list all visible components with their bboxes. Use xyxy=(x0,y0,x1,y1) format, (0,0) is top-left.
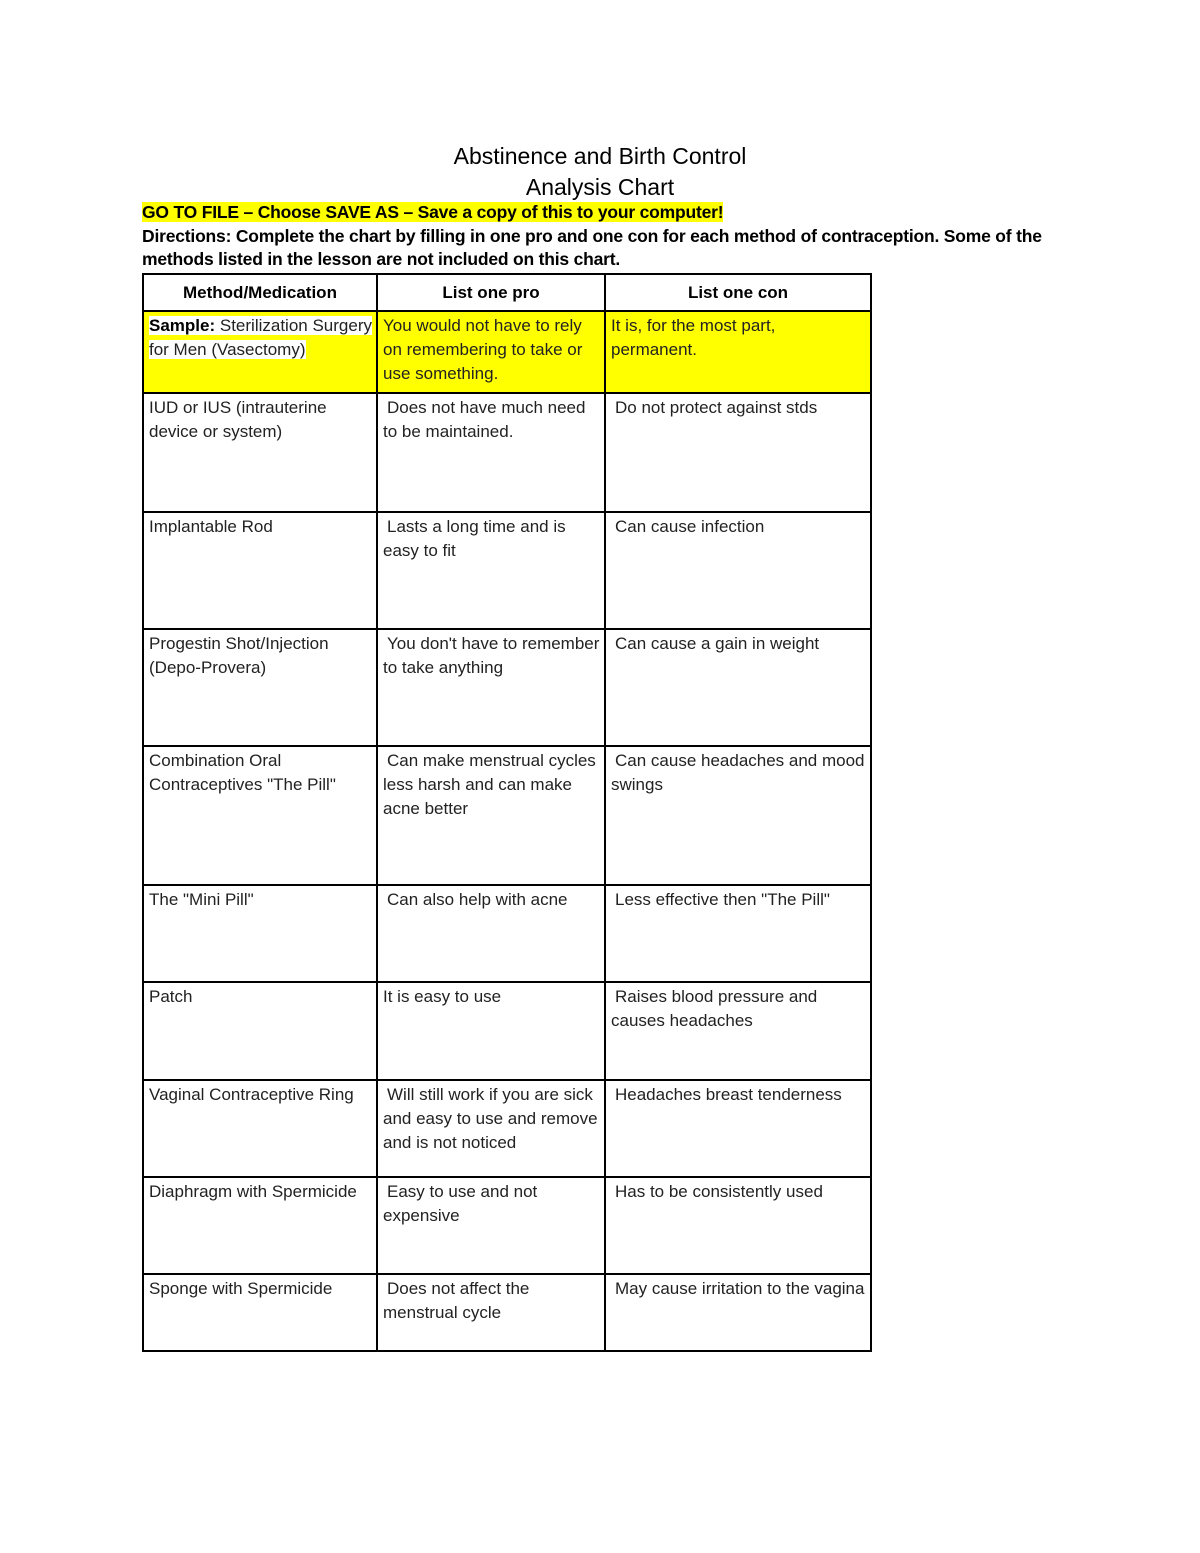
document-title: Abstinence and Birth Control xyxy=(453,143,747,169)
pro-cell[interactable]: Does not affect the menstrual cycle xyxy=(377,1274,605,1351)
pro-cell[interactable]: Can also help with acne xyxy=(377,885,605,982)
con-cell[interactable]: Raises blood pressure and causes headaches xyxy=(605,982,871,1080)
pro-cell[interactable]: Easy to use and not expensive xyxy=(377,1177,605,1274)
pro-cell[interactable]: Lasts a long time and is easy to fit xyxy=(377,512,605,629)
header-con: List one con xyxy=(605,274,871,311)
instructions-block xyxy=(142,201,1062,272)
sample-method-cell xyxy=(143,311,377,393)
sample-row xyxy=(143,311,871,393)
pro-cell[interactable]: Does not have much need to be maintained. xyxy=(377,393,605,512)
analysis-chart-table xyxy=(142,273,872,1352)
con-cell[interactable]: Has to be consistently used xyxy=(605,1177,871,1274)
method-cell[interactable]: Implantable Rod xyxy=(143,512,377,629)
document-subtitle: Analysis Chart xyxy=(525,174,675,200)
sample-label: Sample: xyxy=(149,316,216,335)
method-cell[interactable]: IUD or IUS (intrauterine device or system) xyxy=(143,393,377,512)
pro-cell[interactable]: It is easy to use xyxy=(377,982,605,1080)
con-cell[interactable]: Can cause infection xyxy=(605,512,871,629)
pro-cell[interactable]: Will still work if you are sick and easy to use and remove and is not noticed xyxy=(377,1080,605,1177)
con-cell[interactable]: Can cause headaches and mood swings xyxy=(605,746,871,885)
method-cell[interactable]: Sponge with Spermicide xyxy=(143,1274,377,1351)
con-cell[interactable]: Less effective then "The Pill" xyxy=(605,885,871,982)
table-row xyxy=(143,629,871,746)
table-row xyxy=(143,885,871,982)
method-cell[interactable]: Diaphragm with Spermicide xyxy=(143,1177,377,1274)
con-cell[interactable]: Can cause a gain in weight xyxy=(605,629,871,746)
method-cell[interactable]: Vaginal Contraceptive Ring xyxy=(143,1080,377,1177)
method-cell[interactable]: The "Mini Pill" xyxy=(143,885,377,982)
con-cell[interactable]: May cause irritation to the vagina xyxy=(605,1274,871,1351)
sample-con-cell xyxy=(605,311,871,393)
method-cell[interactable]: Progestin Shot/Injection (Depo-Provera) xyxy=(143,629,377,746)
table-row xyxy=(143,1080,871,1177)
sample-pro-cell xyxy=(377,311,605,393)
table-row xyxy=(143,982,871,1080)
header-method: Method/Medication xyxy=(143,274,377,311)
table-row xyxy=(143,393,871,512)
con-cell[interactable]: Headaches breast tenderness xyxy=(605,1080,871,1177)
con-cell[interactable]: Do not protect against stds xyxy=(605,393,871,512)
header-pro: List one pro xyxy=(377,274,605,311)
method-cell[interactable]: Patch xyxy=(143,982,377,1080)
table-header-row xyxy=(143,274,871,311)
table-row xyxy=(143,746,871,885)
sample-pro: You would not have to rely on remembering to take or use something. xyxy=(383,316,583,383)
pro-cell[interactable]: You don't have to remember to take anything xyxy=(377,629,605,746)
table-row xyxy=(143,1177,871,1274)
pro-cell[interactable]: Can make menstrual cycles less harsh and can make acne better xyxy=(377,746,605,885)
table-row xyxy=(143,512,871,629)
sample-method: Sterilization Surgery for Men (Vasectomy) xyxy=(149,316,372,359)
sample-con: It is, for the most part, permanent. xyxy=(611,316,776,359)
method-cell[interactable]: Combination Oral Contraceptives "The Pill" xyxy=(143,746,377,885)
table-row xyxy=(143,1274,871,1351)
directions-text: Directions: Complete the chart by filling in one pro and one con for each method of contraception. Some of the methods listed in the lesson are not included on this chart. xyxy=(142,225,1042,269)
save-instruction: GO TO FILE – Choose SAVE AS – Save a copy of this to your computer! xyxy=(142,202,724,222)
